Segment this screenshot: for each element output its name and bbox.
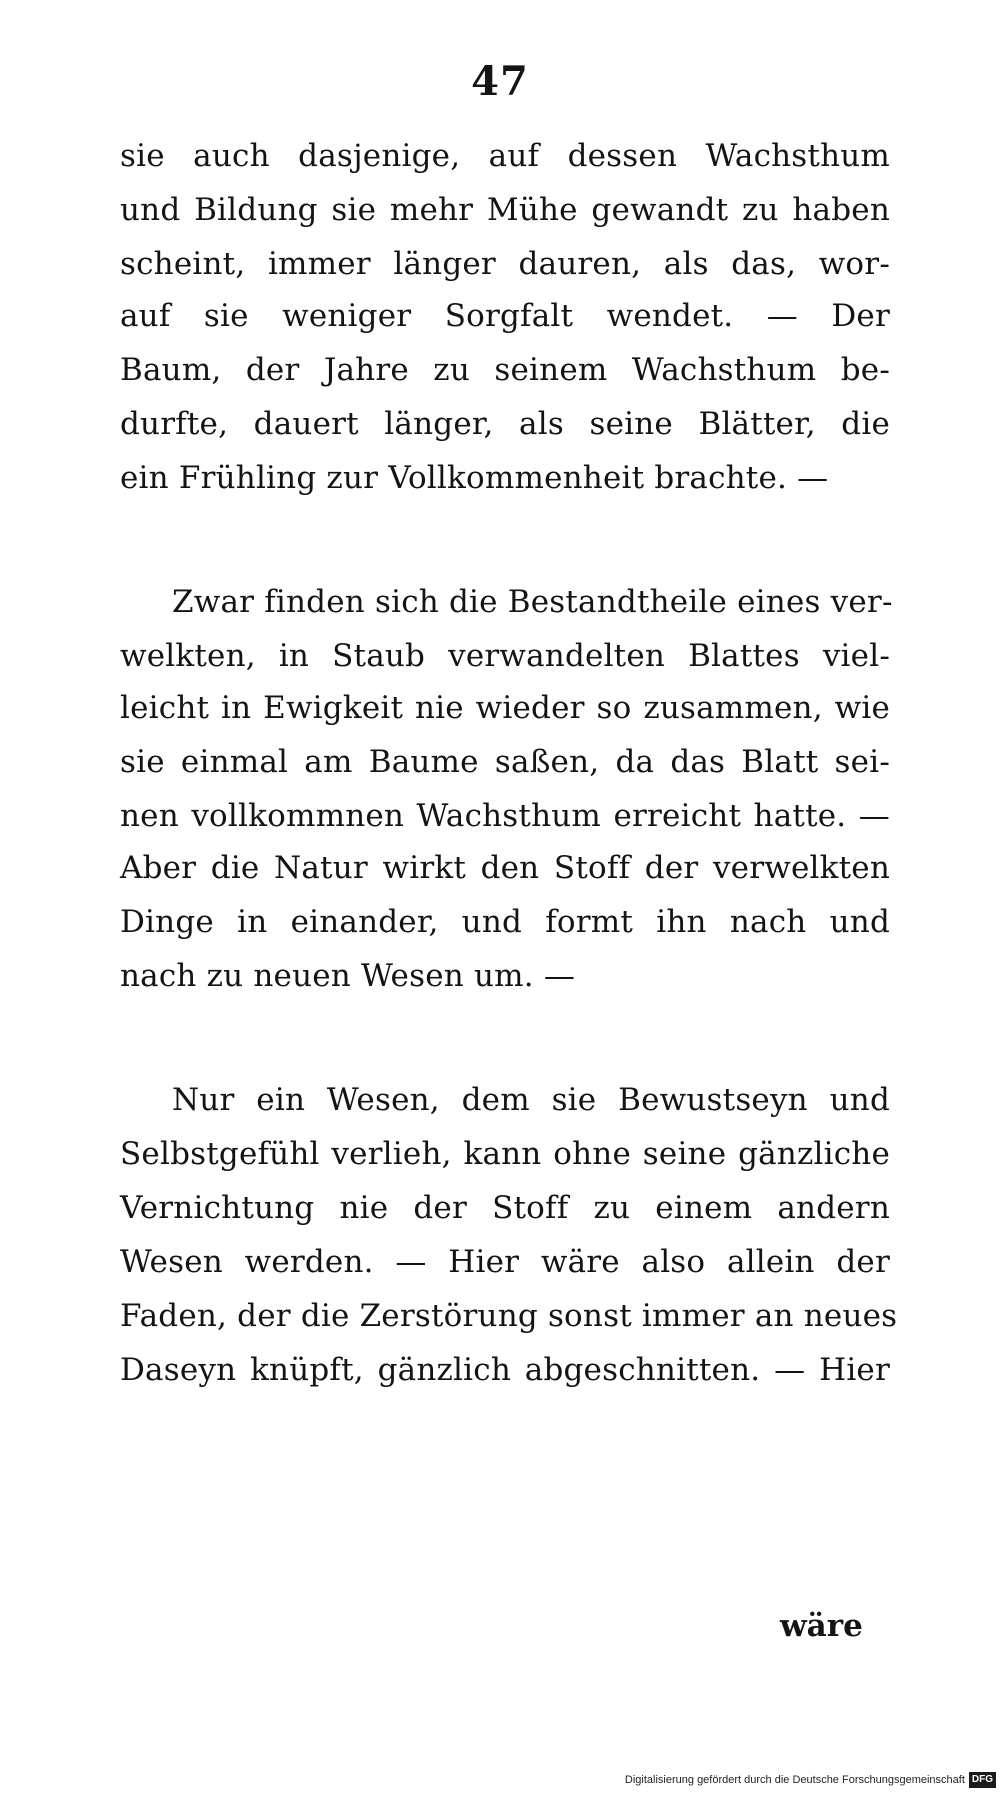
text-line: scheint, immer länger dauren, als das, wor-: [120, 246, 890, 282]
credit-text: Digitalisierung gefördert durch die Deutsche Forschungsgemeinschaft: [624, 1774, 965, 1786]
text-line: ein Frühling zur Vollkommenheit brachte. —: [120, 460, 829, 496]
text-line: Selbstgefühl verlieh, kann ohne seine gänzliche: [120, 1136, 890, 1172]
text-line: Vernichtung nie der Stoff zu einem andern: [120, 1190, 890, 1226]
text-line: Baum, der Jahre zu seinem Wachsthum be-: [120, 352, 890, 388]
text-line: Nur ein Wesen, dem sie Bewustseyn und: [172, 1082, 890, 1118]
text-line: nach zu neuen Wesen um. —: [120, 958, 576, 994]
catchword: wäre: [780, 1608, 863, 1644]
text-line: Faden, der die Zerstörung sonst immer an neues: [120, 1298, 898, 1334]
page-number: 47: [471, 58, 529, 105]
text-line: durfte, dauert länger, als seine Blätter, die: [120, 406, 890, 442]
text-line: Dinge in einander, und formt ihn nach und: [120, 904, 890, 940]
text-line: welkten, in Staub verwandelten Blattes viel-: [120, 638, 890, 674]
text-line: sie auch dasjenige, auf dessen Wachsthum: [120, 138, 890, 174]
text-line: Wesen werden. — Hier wäre also allein der: [120, 1244, 890, 1280]
dfg-logo: DFG: [969, 1772, 996, 1788]
text-line: auf sie weniger Sorgfalt wendet. — Der: [120, 298, 890, 334]
text-line: und Bildung sie mehr Mühe gewandt zu haben: [120, 192, 890, 228]
text-line: nen vollkommnen Wachsthum erreicht hatte. —: [120, 798, 890, 834]
digitization-credit: [625, 1769, 996, 1791]
text-line: sie einmal am Baume saßen, da das Blatt sei-: [120, 744, 890, 780]
text-line: Zwar finden sich die Bestandtheile eines ver-: [172, 584, 893, 620]
text-line: Daseyn knüpft, gänzlich abgeschnitten. — Hier: [120, 1352, 890, 1388]
text-line: Aber die Natur wirkt den Stoff der verwelkten: [120, 850, 890, 886]
text-line: leicht in Ewigkeit nie wieder so zusammen, wie: [120, 690, 890, 726]
